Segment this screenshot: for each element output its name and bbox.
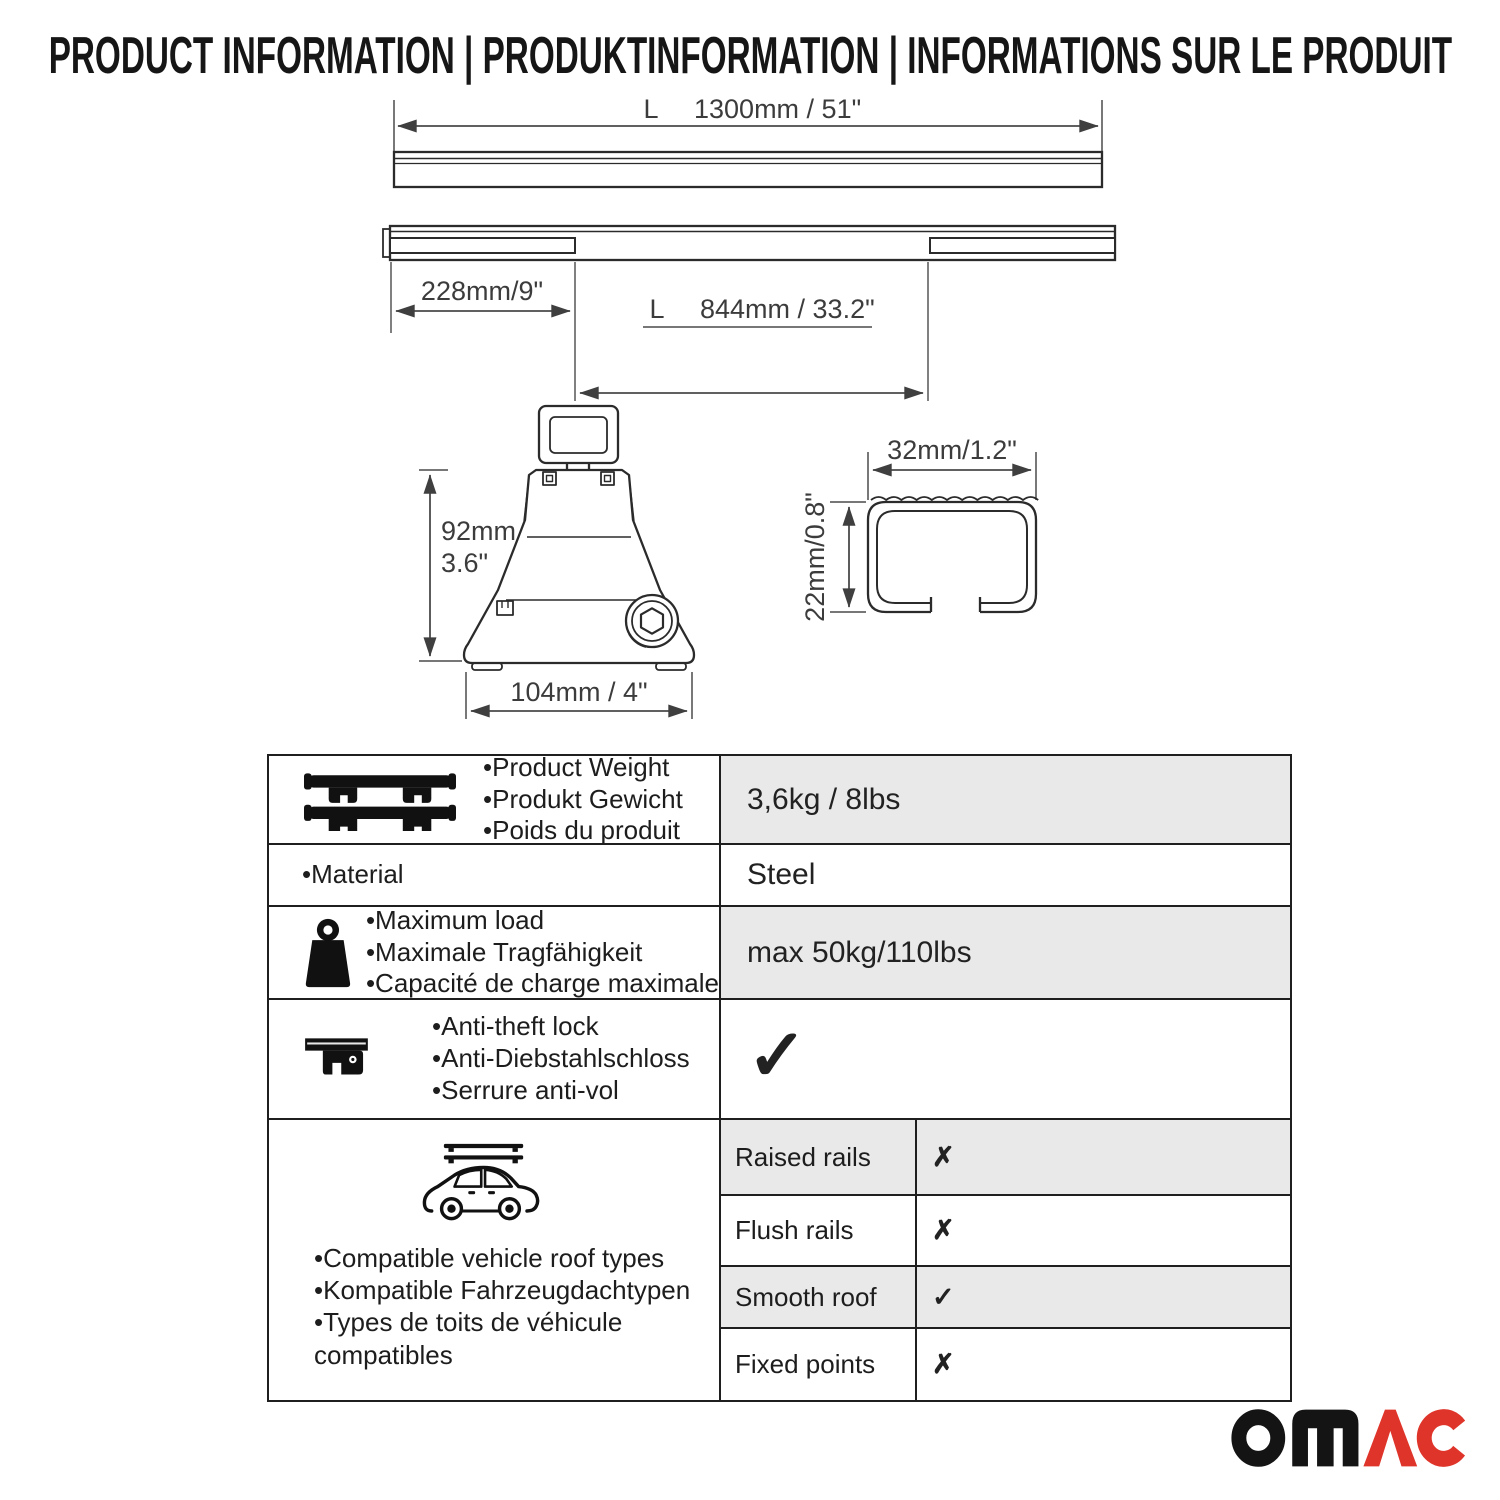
spec-table: [267, 751, 1292, 1402]
page-title: PRODUCT INFORMATION | PRODUKTINFORMATION | INFORMATIONS SUR LE PRODUIT: [48, 27, 1452, 85]
foot-height-mm: 92mm: [441, 516, 517, 546]
roof-type-mark: ✗: [932, 1141, 955, 1172]
roof-type-label: Fixed points: [721, 1329, 917, 1400]
table-row-product-weight: [269, 751, 1290, 846]
material-value: Steel: [747, 858, 816, 891]
crossbars-icon: [304, 769, 456, 831]
crossbar-pair-drawing: [383, 226, 1115, 401]
roof-type-mark: ✗: [932, 1215, 955, 1245]
product-weight-value: 3,6kg / 8lbs: [721, 756, 1290, 843]
roof-type-row-smooth-roof: [721, 1265, 1290, 1327]
car-roof-rack-icon: [421, 1136, 543, 1228]
profile-height-value: 22mm/0.8": [800, 492, 830, 622]
crossbar-full-drawing: [394, 94, 1102, 187]
mount-foot-drawing: [419, 406, 694, 719]
lock-foot-icon: [305, 1037, 370, 1082]
roof-type-label: Raised rails: [721, 1120, 917, 1194]
anti-theft-value: [721, 1000, 1290, 1118]
end-offset-value: 228mm/9": [420, 276, 544, 306]
table-row-max-load: [269, 905, 1290, 998]
roof-type-mark: ✗: [932, 1349, 955, 1379]
roof-type-row-raised-rails: [721, 1120, 1290, 1194]
table-row-roof-types: [269, 1118, 1290, 1400]
bar-profile-drawing: [800, 435, 1038, 622]
roof-types-subtable: [721, 1120, 1290, 1400]
anti-theft-labels: •Anti-theft lock •Anti-Diebstahlschloss •Serrure anti-vol: [432, 1011, 690, 1105]
checkmark: ✓: [747, 1016, 808, 1096]
roof-type-label: Smooth roof: [721, 1267, 917, 1327]
max-load-value: max 50kg/110lbs: [721, 907, 1290, 998]
max-load-labels: •Maximum load •Maximale Tragfähigkeit •Capacité de charge maximale: [365, 904, 719, 999]
length-label: L: [643, 94, 659, 124]
profile-width-value: 32mm/1.2": [887, 435, 1017, 465]
omac-logo: [1231, 1407, 1471, 1469]
ribbed-top-edge: [871, 497, 1038, 500]
roof-types-labels: •Compatible vehicle roof types •Kompatible Fahrzeugdachtypen •Types de toits de véhicule compatibles: [314, 1243, 691, 1370]
anti-theft-label-cell: [269, 1000, 721, 1118]
max-load-label-cell: [269, 904, 721, 999]
length-value: 1300mm / 51": [694, 94, 862, 124]
table-row-anti-theft: [269, 998, 1290, 1118]
roof-type-mark: ✓: [932, 1281, 955, 1312]
table-row-material: [269, 843, 1290, 905]
roof-types-label-cell: [269, 1120, 721, 1400]
weight-icon: [304, 915, 352, 991]
product-weight-label-cell: [269, 751, 721, 846]
product-weight-labels: •Product Weight •Produkt Gewicht •Poids du produit: [483, 751, 683, 846]
foot-height-in: 3.6": [441, 548, 489, 578]
material-label: •Material: [302, 859, 404, 890]
roof-type-label: Flush rails: [721, 1196, 917, 1265]
roof-type-row-fixed-points: [721, 1327, 1290, 1400]
inner-length-label: L: [649, 294, 665, 324]
roof-type-row-flush-rails: [721, 1194, 1290, 1265]
hex-bolt-icon: [626, 595, 678, 647]
material-label-cell: [269, 845, 721, 905]
inner-length-value: 844mm / 33.2": [700, 294, 875, 324]
foot-width-value: 104mm / 4": [510, 677, 648, 707]
